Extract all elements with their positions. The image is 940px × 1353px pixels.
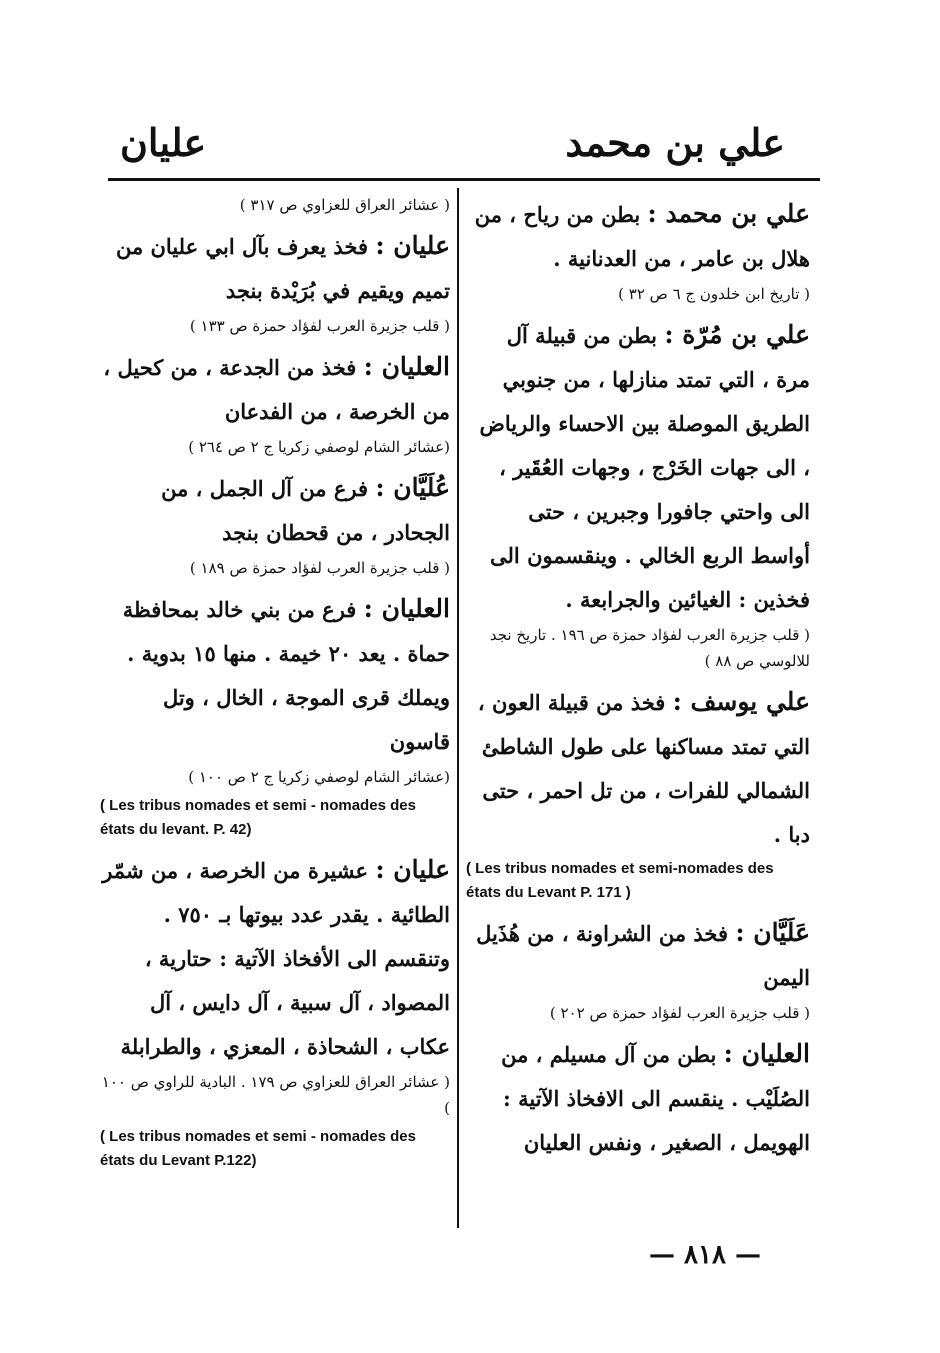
- entry-headword: علي بن مُرّة :: [664, 320, 810, 349]
- column-divider: [457, 188, 459, 1228]
- dictionary-entry: [100, 192, 450, 218]
- entry-french-citation: ( Les tribus nomades et semi - nomades des états du Levant P.122): [100, 1128, 416, 1169]
- entry-body: [466, 911, 810, 1000]
- entry-source-citation: ( عشائر العراق للعزاوي ص ٣١٧ ): [239, 196, 450, 214]
- entry-body: [466, 680, 810, 857]
- entry-headword: العليان :: [363, 594, 450, 623]
- entry-body: [100, 587, 450, 764]
- entry-body: [100, 345, 450, 434]
- entry-source-citation: ( قلب جزيرة العرب لفؤاد حمزة ص ١٩٦ . تاريخ نجد للالوسي ص ٨٨ ): [489, 626, 810, 670]
- entry-source-citation: (عشائر الشام لوصفي زكريا ج ٢ ص ١٠٠ ): [188, 768, 450, 786]
- entry-body: [100, 466, 450, 555]
- entry-source-citation: ( عشائر العراق للعزاوي ص ١٧٩ . البادية للراوي ص ١٠٠ ): [101, 1073, 450, 1117]
- entry-body: [466, 1032, 810, 1165]
- dictionary-entry: [466, 911, 810, 1026]
- entry-headword: العليان :: [723, 1039, 810, 1068]
- header-rule: [108, 178, 820, 181]
- entry-text: فرع من بني خالد بمحافظة حماة . يعد ٢٠ خيمة . منها ١٥ بدوية . ويملك قرى الموجة ، الخال ، وتل قاسون: [122, 597, 450, 754]
- entry-text: فخذ من الشراونة ، من هُذَيل اليمن: [476, 921, 810, 990]
- dictionary-entry: [466, 313, 810, 674]
- entry-french-citation: ( Les tribus nomades et semi-nomades des états du Levant P. 171 ): [466, 860, 774, 901]
- entry-source-citation: ( تاريخ ابن خلدون ج ٦ ص ٣٢ ): [618, 285, 810, 303]
- entry-body: [466, 313, 810, 622]
- entry-headword: علي بن محمد :: [647, 199, 810, 228]
- entry-source-citation: ( قلب جزيرة العرب لفؤاد حمزة ص ٢٠٢ ): [549, 1004, 810, 1022]
- dictionary-entry: [466, 192, 810, 307]
- entry-source-citation: ( قلب جزيرة العرب لفؤاد حمزة ص ١٨٩ ): [189, 559, 450, 577]
- dictionary-entry: [100, 466, 450, 581]
- dictionary-entry: [466, 680, 810, 905]
- entry-headword: عليان :: [375, 855, 450, 884]
- entry-text: فخذ يعرف بآل ابي عليان من تميم ويقيم في بُرَيْدة بنجد: [115, 234, 450, 303]
- entry-text: فرع من آل الجمل ، من الجحادر ، من قحطان بنجد: [161, 476, 450, 545]
- entry-body: [100, 848, 450, 1069]
- entry-text: فخذ من الجدعة ، من كحيل ، من الخرصة ، من الفدعان: [103, 355, 450, 424]
- entry-text: بطن من قبيلة آل مرة ، التي تمتد منازلها ، من جنوبي الطريق الموصلة بين الاحساء والرياض ، الى جهات الخَرْج ، وجهات العُقَير ، الى واحتي جافورا وجبرين ، حتى أواسط الربع الخالي . وينقسمون الى فخذين : الغيائين والجرابعة .: [479, 323, 810, 612]
- dictionary-entry: [100, 587, 450, 842]
- right-column: [466, 192, 810, 1171]
- entry-headword: عُلَيَّان :: [375, 473, 450, 502]
- entry-text: فخذ من قبيلة العون ، التي تمتد مساكنها على طول الشاطئ الشمالي للفرات ، من تل احمر ، حتى دبا .: [477, 690, 810, 847]
- entry-headword: العليان :: [363, 352, 450, 381]
- entry-text: بطن من آل مسيلم ، من الصُلَيْب . ينقسم الى الافخاذ الآتية : الهويمل ، الصغير ، ونفس العليان: [501, 1042, 810, 1155]
- entry-source-citation: (عشائر الشام لوصفي زكريا ج ٢ ص ٢٦٤ ): [188, 438, 450, 456]
- running-header-left: عليان: [120, 120, 207, 165]
- running-header-right: علي بن محمد: [565, 120, 785, 165]
- dictionary-entry: [100, 224, 450, 339]
- entry-body: [466, 192, 810, 281]
- entry-headword: علي يوسف :: [672, 687, 810, 716]
- entry-headword: عَلَيَّان :: [735, 918, 810, 947]
- dictionary-entry: [100, 848, 450, 1173]
- left-column: [100, 192, 450, 1179]
- entry-source-citation: ( قلب جزيرة العرب لفؤاد حمزة ص ١٣٣ ): [189, 317, 450, 335]
- entry-headword: عليان :: [375, 231, 450, 260]
- entry-body: [100, 224, 450, 313]
- dictionary-entry: [100, 345, 450, 460]
- page-number: — ٨١٨ —: [648, 1240, 762, 1270]
- entry-text: بطن من رياح ، من هلال بن عامر ، من العدنانية .: [474, 202, 810, 271]
- entry-text: عشيرة من الخرصة ، من شمّر الطائية . يقدر عدد بيوتها بـ ٧٥٠ . وتنقسم الى الأفخاذ الآتية : حتارية ، المصواد ، آل سبية ، آل دايس ، آل عكاب ، الشحاذة ، المعزي ، والطرابلة: [102, 858, 450, 1059]
- dictionary-entry: [466, 1032, 810, 1165]
- entry-french-citation: ( Les tribus nomades et semi - nomades des états du levant. P. 42): [100, 797, 416, 838]
